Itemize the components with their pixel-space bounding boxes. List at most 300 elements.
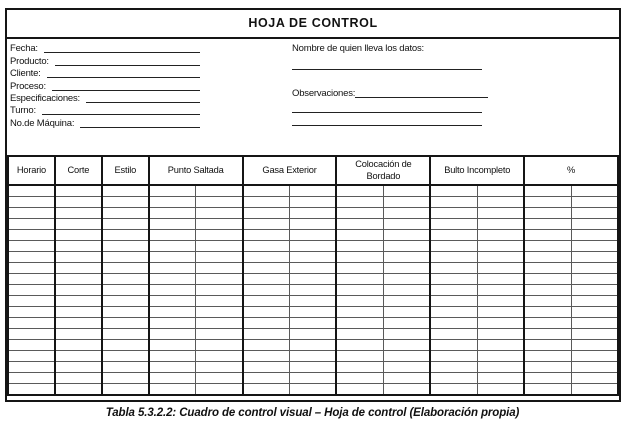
table-cell bbox=[102, 373, 149, 384]
table-cell bbox=[149, 340, 196, 351]
table-row bbox=[8, 296, 618, 307]
table-cell bbox=[571, 274, 618, 285]
table-cell bbox=[8, 340, 55, 351]
table-cell bbox=[383, 219, 430, 230]
table-cell bbox=[290, 230, 337, 241]
table-cell bbox=[196, 384, 243, 396]
table-cell bbox=[430, 307, 477, 318]
table-cell bbox=[8, 318, 55, 329]
table-cell bbox=[477, 285, 524, 296]
table-cell bbox=[477, 185, 524, 197]
table-cell bbox=[102, 208, 149, 219]
observaciones-underline-1 bbox=[355, 97, 488, 98]
observaciones-underline-2 bbox=[292, 112, 482, 113]
table-cell bbox=[290, 318, 337, 329]
info-field-especificaciones bbox=[10, 92, 200, 104]
table-cell bbox=[8, 285, 55, 296]
table-cell bbox=[430, 252, 477, 263]
table-cell bbox=[336, 252, 383, 263]
table-cell bbox=[430, 362, 477, 373]
table-cell bbox=[336, 296, 383, 307]
table-cell bbox=[243, 340, 290, 351]
table-cell bbox=[149, 208, 196, 219]
table-cell bbox=[55, 351, 102, 362]
table-row bbox=[8, 263, 618, 274]
table-cell bbox=[243, 384, 290, 396]
table-cell bbox=[55, 373, 102, 384]
table-cell bbox=[149, 373, 196, 384]
table-cell bbox=[243, 219, 290, 230]
table-cell bbox=[290, 384, 337, 396]
table-cell bbox=[243, 318, 290, 329]
table-cell bbox=[290, 252, 337, 263]
table-caption: Tabla 5.3.2.2: Cuadro de control visual – Hoja de control (Elaboración propia) bbox=[105, 407, 520, 419]
table-cell bbox=[383, 384, 430, 396]
table-row bbox=[8, 340, 618, 351]
table-cell bbox=[102, 362, 149, 373]
table-cell bbox=[571, 197, 618, 208]
table-cell bbox=[571, 296, 618, 307]
field-underline bbox=[44, 52, 200, 53]
table-cell bbox=[430, 340, 477, 351]
table-cell bbox=[8, 230, 55, 241]
table-cell bbox=[55, 362, 102, 373]
table-cell bbox=[290, 329, 337, 340]
table-cell bbox=[290, 241, 337, 252]
table-cell bbox=[336, 197, 383, 208]
field-underline bbox=[80, 127, 200, 128]
table-cell bbox=[383, 373, 430, 384]
table-cell bbox=[290, 285, 337, 296]
table-cell bbox=[477, 252, 524, 263]
table-cell bbox=[149, 285, 196, 296]
table-cell bbox=[430, 329, 477, 340]
table-cell bbox=[336, 230, 383, 241]
table-cell bbox=[102, 219, 149, 230]
form-frame bbox=[5, 8, 621, 402]
table-cell bbox=[477, 197, 524, 208]
table-cell bbox=[149, 219, 196, 230]
table-cell bbox=[524, 241, 571, 252]
table-row bbox=[8, 197, 618, 208]
table-cell bbox=[8, 208, 55, 219]
table-row bbox=[8, 230, 618, 241]
field-label: Turno: bbox=[10, 105, 36, 117]
table-cell bbox=[383, 318, 430, 329]
table-cell bbox=[149, 252, 196, 263]
table-cell bbox=[524, 197, 571, 208]
table-cell bbox=[149, 362, 196, 373]
table-cell bbox=[383, 263, 430, 274]
table-cell bbox=[149, 318, 196, 329]
table-cell bbox=[430, 263, 477, 274]
table-row bbox=[8, 208, 618, 219]
table-cell bbox=[571, 285, 618, 296]
field-underline bbox=[55, 65, 200, 66]
table-cell bbox=[243, 263, 290, 274]
table-cell bbox=[8, 219, 55, 230]
table-cell bbox=[149, 329, 196, 340]
field-underline bbox=[47, 77, 200, 78]
table-cell bbox=[55, 252, 102, 263]
table-cell bbox=[243, 362, 290, 373]
table-cell bbox=[571, 318, 618, 329]
table-cell bbox=[196, 252, 243, 263]
table-cell bbox=[102, 351, 149, 362]
table-cell bbox=[430, 351, 477, 362]
table-cell bbox=[55, 384, 102, 396]
table-cell bbox=[571, 373, 618, 384]
table-cell bbox=[477, 274, 524, 285]
table-cell bbox=[571, 241, 618, 252]
table-cell bbox=[336, 362, 383, 373]
table-row bbox=[8, 307, 618, 318]
table-cell bbox=[55, 208, 102, 219]
table-cell bbox=[430, 296, 477, 307]
table-cell bbox=[8, 296, 55, 307]
table-cell bbox=[383, 307, 430, 318]
table-cell bbox=[149, 274, 196, 285]
table-cell bbox=[196, 329, 243, 340]
info-field-no-de-maquina bbox=[10, 116, 200, 128]
table-cell bbox=[102, 384, 149, 396]
table-cell bbox=[196, 373, 243, 384]
table-cell bbox=[524, 219, 571, 230]
table-cell bbox=[243, 329, 290, 340]
table-cell bbox=[524, 296, 571, 307]
table-cell bbox=[430, 208, 477, 219]
table-cell bbox=[102, 296, 149, 307]
info-field-turno bbox=[10, 104, 200, 116]
table-cell bbox=[55, 185, 102, 197]
table-cell bbox=[477, 373, 524, 384]
column-header-estilo: Estilo bbox=[102, 156, 149, 185]
table-cell bbox=[524, 384, 571, 396]
table-cell bbox=[524, 340, 571, 351]
field-label: Producto: bbox=[10, 55, 49, 67]
column-header-corte: Corte bbox=[55, 156, 102, 185]
table-cell bbox=[102, 263, 149, 274]
table-cell bbox=[477, 384, 524, 396]
table-cell bbox=[336, 351, 383, 362]
table-cell bbox=[524, 252, 571, 263]
table-cell bbox=[477, 230, 524, 241]
field-underline bbox=[86, 102, 200, 103]
field-label: Especificaciones: bbox=[10, 92, 80, 104]
table-cell bbox=[8, 351, 55, 362]
table-cell bbox=[336, 274, 383, 285]
table-row bbox=[8, 351, 618, 362]
field-label: Cliente: bbox=[10, 68, 41, 80]
table-cell bbox=[383, 274, 430, 285]
table-cell bbox=[8, 329, 55, 340]
column-header-bulto-incompleto: Bulto Incompleto bbox=[430, 156, 524, 185]
nombre-underline bbox=[292, 69, 482, 70]
table-cell bbox=[196, 197, 243, 208]
table-cell bbox=[383, 208, 430, 219]
table-cell bbox=[196, 296, 243, 307]
table-cell bbox=[571, 185, 618, 197]
table-cell bbox=[8, 274, 55, 285]
table-row bbox=[8, 285, 618, 296]
table-cell bbox=[196, 241, 243, 252]
table-cell bbox=[524, 285, 571, 296]
table-cell bbox=[336, 384, 383, 396]
table-cell bbox=[149, 307, 196, 318]
table-row bbox=[8, 329, 618, 340]
observaciones-label: Observaciones: bbox=[292, 88, 356, 99]
table-cell bbox=[430, 219, 477, 230]
table-cell bbox=[524, 329, 571, 340]
table-cell bbox=[243, 208, 290, 219]
table-cell bbox=[243, 252, 290, 263]
table-cell bbox=[102, 318, 149, 329]
table-cell bbox=[571, 219, 618, 230]
table-row bbox=[8, 241, 618, 252]
table-cell bbox=[571, 362, 618, 373]
table-cell bbox=[196, 185, 243, 197]
table-cell bbox=[571, 307, 618, 318]
table-cell bbox=[243, 373, 290, 384]
info-field-proceso bbox=[10, 79, 200, 91]
table-cell bbox=[336, 307, 383, 318]
table-cell bbox=[383, 252, 430, 263]
field-underline bbox=[52, 90, 200, 91]
table-cell bbox=[477, 307, 524, 318]
table-cell bbox=[55, 197, 102, 208]
table-cell bbox=[8, 373, 55, 384]
table-cell bbox=[477, 362, 524, 373]
table-cell bbox=[55, 318, 102, 329]
column-header-punto-saltada: Punto Saltada bbox=[149, 156, 243, 185]
table-cell bbox=[196, 285, 243, 296]
table-cell bbox=[336, 340, 383, 351]
table-cell bbox=[243, 185, 290, 197]
header-row bbox=[8, 156, 618, 185]
table-cell bbox=[196, 340, 243, 351]
table-cell bbox=[430, 197, 477, 208]
table-cell bbox=[383, 230, 430, 241]
table-cell bbox=[383, 285, 430, 296]
table-cell bbox=[290, 296, 337, 307]
table-cell bbox=[524, 351, 571, 362]
nombre-label: Nombre de quien lleva los datos: bbox=[292, 43, 424, 54]
field-label: Fecha: bbox=[10, 43, 38, 55]
table-cell bbox=[149, 351, 196, 362]
table-cell bbox=[383, 351, 430, 362]
table-cell bbox=[336, 219, 383, 230]
table-cell bbox=[243, 351, 290, 362]
table-cell bbox=[290, 373, 337, 384]
table-cell bbox=[102, 197, 149, 208]
table-cell bbox=[524, 230, 571, 241]
info-field-fecha bbox=[10, 42, 200, 54]
table-cell bbox=[477, 329, 524, 340]
table-cell bbox=[102, 230, 149, 241]
field-label: Proceso: bbox=[10, 80, 46, 92]
table-cell bbox=[383, 329, 430, 340]
table-cell bbox=[243, 241, 290, 252]
table-cell bbox=[571, 329, 618, 340]
observaciones-underline-3 bbox=[292, 125, 482, 126]
table-cell bbox=[55, 307, 102, 318]
table-cell bbox=[149, 241, 196, 252]
table-cell bbox=[196, 208, 243, 219]
table-cell bbox=[477, 318, 524, 329]
table-cell bbox=[524, 373, 571, 384]
form-title: HOJA DE CONTROL bbox=[7, 10, 619, 39]
table-cell bbox=[290, 197, 337, 208]
table-cell bbox=[477, 340, 524, 351]
table-cell bbox=[290, 362, 337, 373]
table-cell bbox=[571, 351, 618, 362]
table-cell bbox=[290, 219, 337, 230]
table-cell bbox=[290, 208, 337, 219]
table-cell bbox=[55, 274, 102, 285]
table-cell bbox=[149, 230, 196, 241]
table-cell bbox=[524, 362, 571, 373]
table-cell bbox=[149, 197, 196, 208]
table-cell bbox=[243, 230, 290, 241]
table-cell bbox=[430, 274, 477, 285]
table-cell bbox=[8, 185, 55, 197]
table-cell bbox=[55, 329, 102, 340]
info-field-cliente bbox=[10, 67, 200, 79]
table-row bbox=[8, 274, 618, 285]
table-cell bbox=[430, 373, 477, 384]
table-cell bbox=[8, 241, 55, 252]
column-header-percent: % bbox=[524, 156, 618, 185]
table-cell bbox=[290, 274, 337, 285]
table-cell bbox=[8, 362, 55, 373]
table-cell bbox=[55, 285, 102, 296]
table-cell bbox=[524, 185, 571, 197]
field-underline bbox=[42, 114, 200, 115]
table-cell bbox=[430, 230, 477, 241]
table-cell bbox=[243, 285, 290, 296]
table-cell bbox=[102, 307, 149, 318]
table-cell bbox=[290, 351, 337, 362]
table-cell bbox=[336, 318, 383, 329]
table-cell bbox=[383, 296, 430, 307]
table-cell bbox=[383, 197, 430, 208]
info-section bbox=[7, 39, 619, 155]
table-cell bbox=[430, 241, 477, 252]
info-right-fields bbox=[292, 43, 488, 126]
table-cell bbox=[196, 274, 243, 285]
table-cell bbox=[477, 208, 524, 219]
observaciones-row bbox=[292, 87, 488, 99]
table-row bbox=[8, 362, 618, 373]
table-cell bbox=[383, 362, 430, 373]
table-cell bbox=[102, 274, 149, 285]
table-cell bbox=[336, 285, 383, 296]
table-cell bbox=[383, 340, 430, 351]
table-cell bbox=[524, 307, 571, 318]
table-cell bbox=[477, 296, 524, 307]
table-cell bbox=[524, 274, 571, 285]
info-left-fields bbox=[10, 42, 200, 129]
table-cell bbox=[149, 185, 196, 197]
field-label: No.de Máquina: bbox=[10, 117, 75, 129]
table-cell bbox=[8, 197, 55, 208]
table-cell bbox=[8, 307, 55, 318]
table-cell bbox=[383, 241, 430, 252]
table-cell bbox=[290, 340, 337, 351]
table-cell bbox=[102, 329, 149, 340]
table-row bbox=[8, 373, 618, 384]
table-cell bbox=[55, 230, 102, 241]
table-cell bbox=[102, 185, 149, 197]
table-cell bbox=[243, 307, 290, 318]
table-cell bbox=[430, 384, 477, 396]
table-cell bbox=[55, 296, 102, 307]
column-header-gasa-exterior: Gasa Exterior bbox=[243, 156, 337, 185]
table-cell bbox=[477, 263, 524, 274]
table-row bbox=[8, 318, 618, 329]
table-cell bbox=[196, 351, 243, 362]
table-cell bbox=[149, 384, 196, 396]
table-cell bbox=[196, 219, 243, 230]
table-cell bbox=[8, 384, 55, 396]
table-cell bbox=[102, 285, 149, 296]
table-cell bbox=[149, 263, 196, 274]
table-cell bbox=[336, 185, 383, 197]
table-cell bbox=[243, 274, 290, 285]
table-cell bbox=[8, 263, 55, 274]
table-cell bbox=[290, 263, 337, 274]
table-row bbox=[8, 384, 618, 396]
table-cell bbox=[243, 296, 290, 307]
table-cell bbox=[336, 329, 383, 340]
info-field-producto bbox=[10, 54, 200, 66]
table-cell bbox=[290, 307, 337, 318]
table-cell bbox=[55, 219, 102, 230]
table-cell bbox=[196, 318, 243, 329]
table-cell bbox=[336, 241, 383, 252]
table-cell bbox=[430, 185, 477, 197]
table-cell bbox=[336, 208, 383, 219]
table-cell bbox=[336, 263, 383, 274]
table-cell bbox=[196, 362, 243, 373]
table-cell bbox=[102, 241, 149, 252]
table-cell bbox=[524, 318, 571, 329]
table-cell bbox=[571, 208, 618, 219]
table-cell bbox=[571, 252, 618, 263]
column-header-horario: Horario bbox=[8, 156, 55, 185]
table-cell bbox=[477, 219, 524, 230]
table-cell bbox=[55, 340, 102, 351]
table-cell bbox=[430, 285, 477, 296]
table-cell bbox=[571, 263, 618, 274]
table-cell bbox=[55, 241, 102, 252]
table-cell bbox=[430, 318, 477, 329]
table-cell bbox=[477, 241, 524, 252]
table-cell bbox=[571, 340, 618, 351]
table-cell bbox=[290, 185, 337, 197]
table-row bbox=[8, 219, 618, 230]
table-cell bbox=[55, 263, 102, 274]
table-cell bbox=[102, 340, 149, 351]
table-cell bbox=[243, 197, 290, 208]
table-cell bbox=[196, 263, 243, 274]
table-cell bbox=[196, 230, 243, 241]
table-cell bbox=[8, 252, 55, 263]
table-cell bbox=[524, 208, 571, 219]
table-cell bbox=[102, 252, 149, 263]
control-table bbox=[7, 155, 619, 396]
table-cell bbox=[383, 185, 430, 197]
